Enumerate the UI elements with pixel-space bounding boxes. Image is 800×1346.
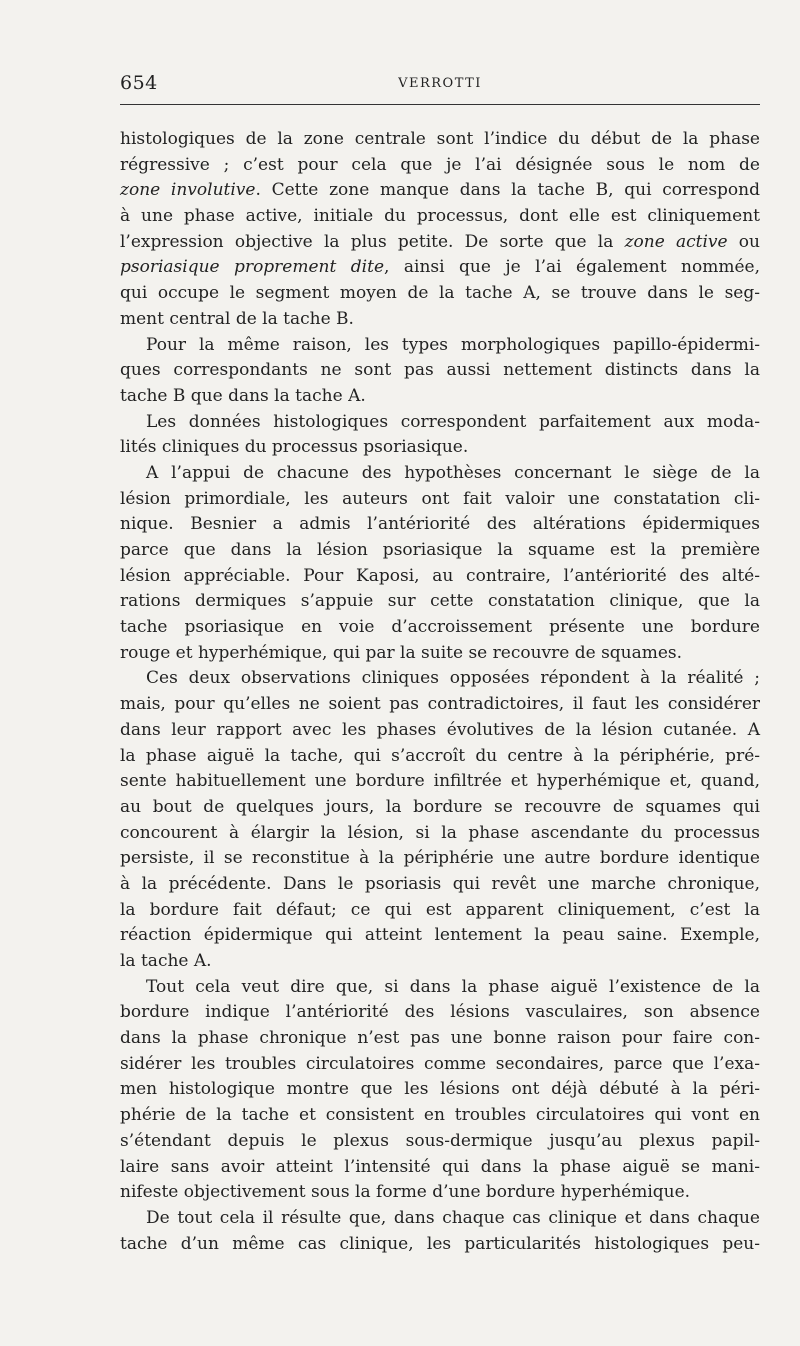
text-line: bordure indique l’antériorité des lésions vasculaires, son absence (120, 1002, 760, 1023)
text-line: Ces deux observations cliniques opposées répondent à la réalité ; (146, 668, 760, 689)
text-line: sente habituellement une bordure infiltrée et hyperhémique et, quand, (120, 771, 760, 792)
text-line: psoriasique proprement dite, ainsi que je l’ai également nommée, (120, 257, 760, 278)
text-line: histologiques de la zone centrale sont l’indice du début de la phase (120, 129, 760, 149)
text-line: l’expression objective la plus petite. De sorte que la zone active ou (120, 231, 760, 252)
text-line: à une phase active, initiale du processus, dont elle est cliniquement (120, 206, 760, 227)
text-line: rations dermiques s’appuie sur cette constatation clinique, que la (120, 591, 760, 612)
text-line: réaction épidermique qui atteint lentement la peau saine. Exemple, (120, 925, 760, 946)
text-line: tache B que dans la tache A. (120, 385, 366, 406)
text-line: laire sans avoir atteint l’intensité qui dans la phase aiguë se mani- (120, 1156, 760, 1177)
text-line: qui occupe le segment moyen de la tache A, se trouve dans le seg- (120, 283, 760, 304)
page-number: 654 (120, 72, 158, 94)
text-line: s’étendant depuis le plexus sous-dermique jusqu’au plexus papil- (120, 1130, 760, 1151)
text-line: lités cliniques du processus psoriasique. (120, 437, 469, 458)
text-line: Tout cela veut dire que, si dans la phase aiguë l’existence de la (146, 976, 760, 997)
text-line: ques correspondants ne sont pas aussi nettement distincts dans la (120, 360, 760, 381)
text-line: la bordure fait défaut; ce qui est apparent cliniquement, c’est la (120, 899, 760, 920)
running-head: VERROTTI (398, 76, 482, 91)
text-line: sidérer les troubles circulatoires comme secondaires, parce que l’exa- (120, 1053, 760, 1074)
text-line: mais, pour qu’elles ne soient pas contradictoires, il faut les considérer (120, 694, 760, 715)
text-line: ment central de la tache B. (120, 308, 354, 329)
body-text (120, 127, 760, 1257)
text-line: au bout de quelques jours, la bordure se recouvre de squames qui (120, 796, 760, 817)
text-line: tache d’un même cas clinique, les particularités histologiques peu- (120, 1233, 760, 1254)
text-line: dans leur rapport avec les phases évolutives de la lésion cutanée. A (120, 719, 760, 740)
page-header (120, 72, 760, 102)
text-line: la tache A. (120, 951, 212, 971)
header-rule (120, 104, 760, 105)
text-line: concourent à élargir la lésion, si la phase ascendante du processus (120, 822, 760, 843)
text-line: persiste, il se reconstitue à la périphérie une autre bordure identique (120, 848, 760, 869)
text-line: phérie de la tache et consistent en troubles circulatoires qui vont en (120, 1105, 760, 1126)
text-line: dans la phase chronique n’est pas une bonne raison pour faire con- (120, 1028, 760, 1049)
text-line: De tout cela il résulte que, dans chaque cas clinique et dans chaque (146, 1207, 760, 1228)
text-line: Les données histologiques correspondent parfaitement aux moda- (146, 411, 760, 432)
text-line: A l’appui de chacune des hypothèses concernant le siège de la (146, 462, 760, 483)
text-line: rouge et hyperhémique, qui par la suite se recouvre de squames. (120, 642, 683, 663)
text-line: men histologique montre que les lésions ont déjà débuté à la péri- (120, 1079, 760, 1100)
text-line: parce que dans la lésion psoriasique la squame est la première (120, 540, 760, 560)
text-line: régressive ; c’est pour cela que je l’ai désignée sous le nom de (120, 154, 760, 175)
text-line: à la précédente. Dans le psoriasis qui revêt une marche chronique, (120, 873, 760, 894)
text-line: nique. Besnier a admis l’antériorité des altérations épidermiques (120, 514, 760, 535)
text-line: la phase aiguë la tache, qui s’accroît du centre à la périphérie, pré- (120, 745, 760, 766)
text-line: nifeste objectivement sous la forme d’une bordure hyperhémique. (120, 1182, 691, 1203)
text-line: Pour la même raison, les types morphologiques papillo-épidermi- (146, 334, 760, 355)
text-line: tache psoriasique en voie d’accroissement présente une bordure (120, 617, 760, 638)
text-line: zone involutive. Cette zone manque dans la tache B, qui correspond (120, 180, 760, 201)
text-line: lésion primordiale, les auteurs ont fait valoir une constatation cli- (120, 488, 760, 509)
text-line: lésion appréciable. Pour Kaposi, au contraire, l’antériorité des alté- (120, 565, 760, 586)
